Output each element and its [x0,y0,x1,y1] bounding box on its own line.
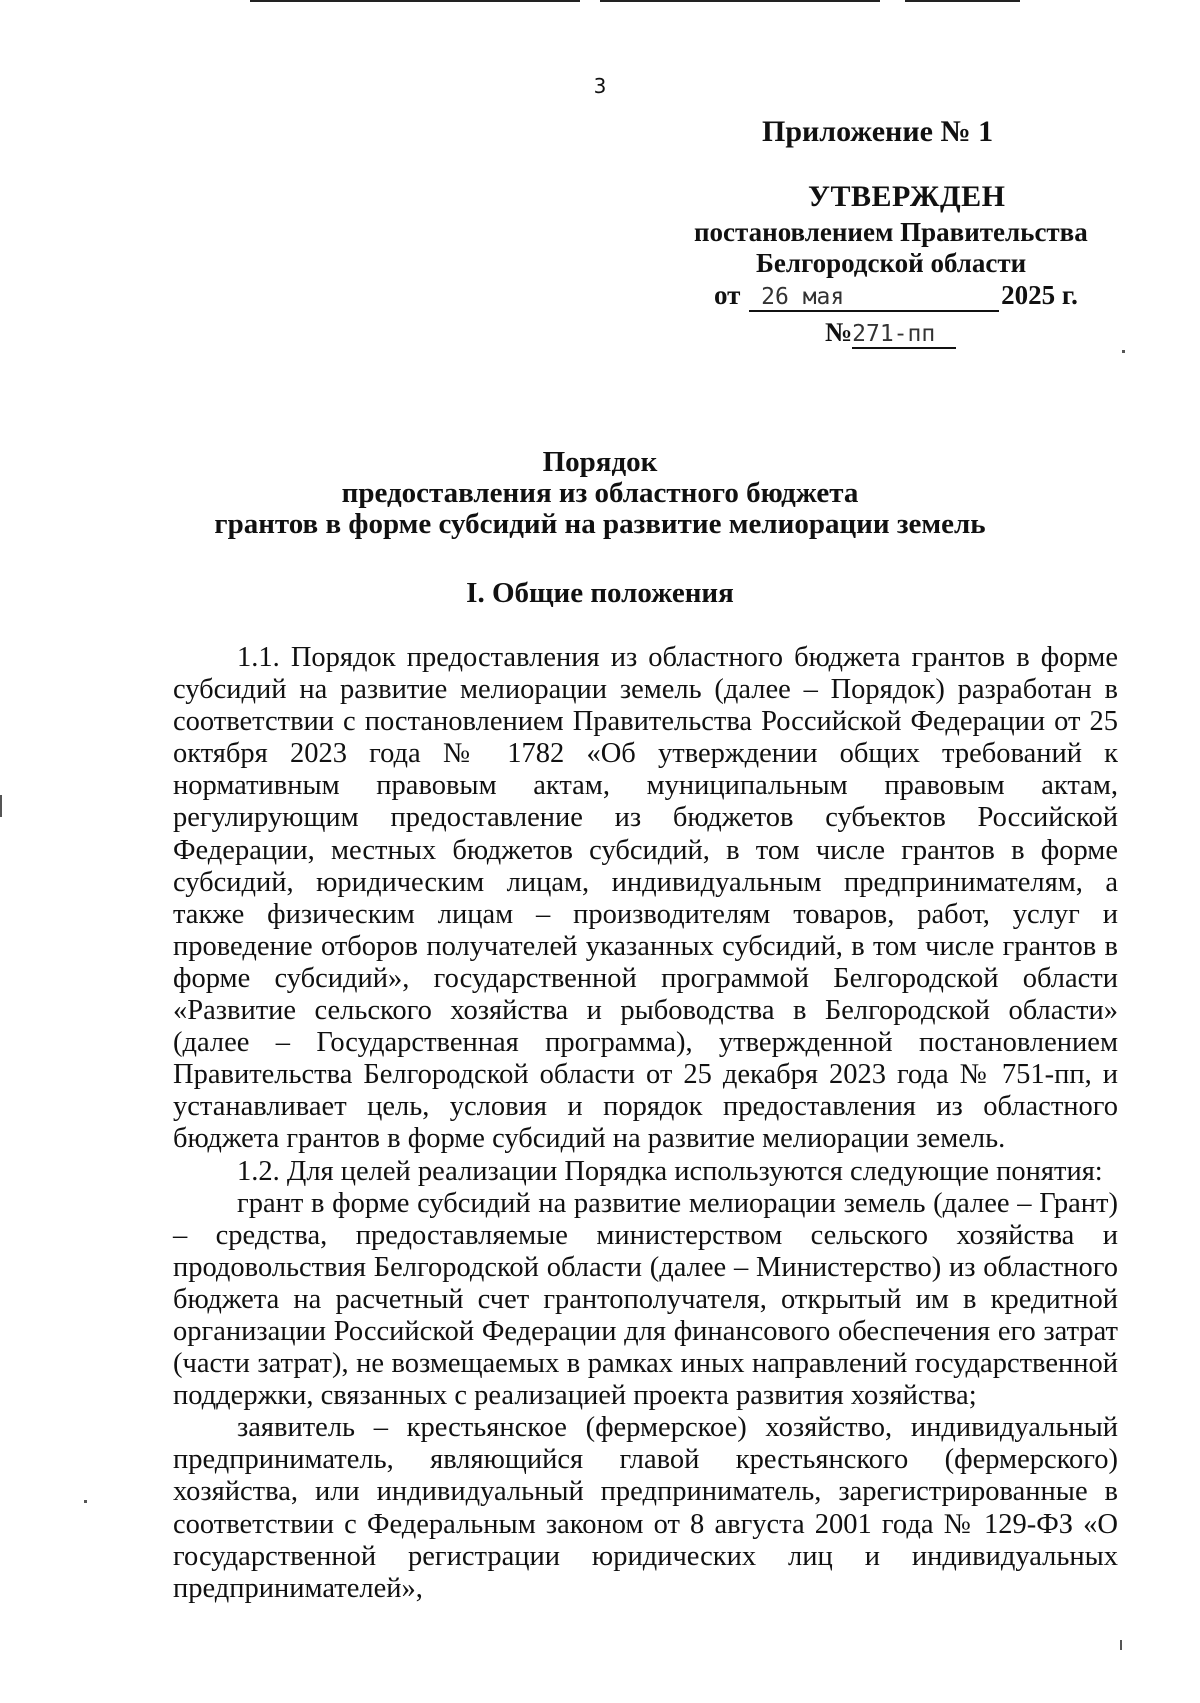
scan-speck [1122,350,1125,353]
date-prefix: от [714,280,741,310]
scan-speck [84,1500,87,1503]
page-number: 3 [593,74,607,98]
paragraph: 1.2. Для целей реализации Порядка используются следующие понятия: [237,1155,1103,1187]
approved-region-line: Белгородской области [756,248,1027,278]
title-line: предоставления из областного бюджета [341,477,859,509]
title-line: Порядок [542,446,658,478]
date-value: 26 мая [749,284,999,312]
scan-speck [0,795,2,817]
appendix-label: Приложение № 1 [762,115,994,148]
approved-by-line: постановлением Правительства [694,217,1088,247]
scan-edge-line [600,0,880,2]
scan-speck [1120,1640,1122,1650]
section-heading: I. Общие положения [466,577,734,609]
document-title [0,447,1200,540]
approval-date-row [714,280,1078,312]
document-body [173,642,1118,1605]
scan-edge-line [905,0,1020,2]
approval-number-row [825,317,956,349]
number-prefix: № [825,317,853,347]
paragraph: 1.1. Порядок предоставления из областного бюджета грантов в форме субсидий на развитие мелиорации земель (далее – Порядок) разработан в соответствии с постановлением Правительства Российской Федерации от 25 октября 2023 года № 1782 «Об утверждении общих требований к нормативным правовым актам, муниципальным правовым актам, регулирующим предоставление из бюджетов субъектов Российской Федерации, местных бюджетов субсидий, в том числе грантов в форме субсидий, юридическим лицам, индивидуальным предпринимателям, а также физическим лицам – производителям товаров, работ, услуг и проведение отборов получателей указанных субсидий, в том числе грантов в форме субсидий», государственной программой Белгородской области «Развитие сельского хозяйства и рыбоводства в Белгородской области» (далее – Государственная программа), утвержденной постановлением Правительства Белгородской области от 25 декабря 2023 года № 751-пп, и устанавливает цель, условия и порядок предоставления из областного бюджета грантов в форме субсидий на развитие мелиорации земель. [173,642,1118,1155]
paragraph: заявитель – крестьянское (фермерское) хозяйство, индивидуальный предприниматель, являющийся главой крестьянского (фермерского) хозяйства, или индивидуальный предприниматель, зарегистрированные в соответствии с Федеральным законом от 8 августа 2001 года № 129-ФЗ «О государственной регистрации юридических лиц и индивидуальных предпринимателей», [173,1412,1118,1604]
scan-edge-line [250,0,580,2]
date-year: 2025 г. [1001,280,1078,310]
number-value: 271-пп [852,321,956,349]
title-line: грантов в форме субсидий на развитие мелиорации земель [214,508,986,540]
approved-title: УТВЕРЖДЕН [808,180,1006,213]
paragraph: грант в форме субсидий на развитие мелиорации земель (далее – Грант) – средства, предоставляемые министерством сельского хозяйства и продовольствия Белгородской области (далее – Министерство) из областного бюджета на расчетный счет грантополучателя, открытый им в кредитной организации Российской Федерации для финансового обеспечения его затрат (части затрат), не возмещаемых в рамках иных направлений государственной поддержки, связанных с реализацией проекта развития хозяйства; [173,1187,1118,1412]
